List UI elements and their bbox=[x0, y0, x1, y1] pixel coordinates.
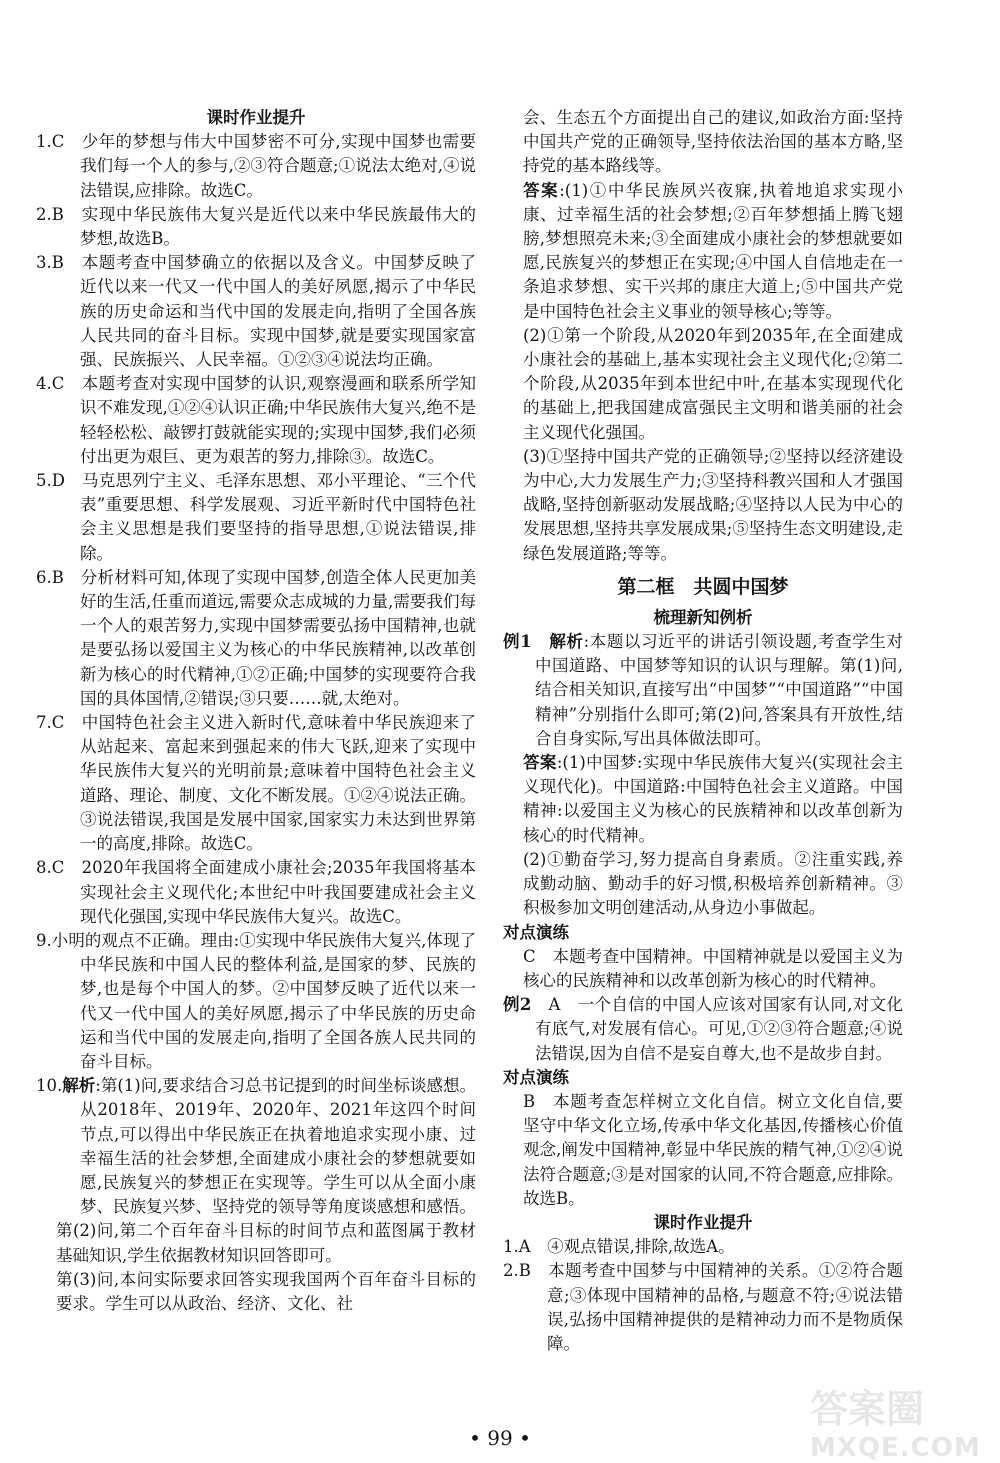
right-column bbox=[503, 106, 903, 1356]
right-answer-item-1: 1.A ④观点错误,排除,故选A。 bbox=[503, 1237, 735, 1257]
left-answer-item-3: 3.B 本题考查中国梦确立的依据以及含义。中国梦反映了近代以来一代又一代中国人的美好夙愿,揭示了中华民族的历史命运和当代中国的发展走向,指明了全国各族人民共同的奋斗目标。实现中国梦,就是要实现国家富强、民族振兴、人民幸福。①②③④说法均正确。 bbox=[36, 253, 476, 370]
answer-paragraph-1 bbox=[503, 179, 903, 324]
left-answer-item-9: 9.小明的观点不正确。理由:①实现中华民族伟大复兴,体现了中华民族和中国人民的整体利益,是国家的梦、民族的梦,也是每个中国人的梦。②中国梦反映了近代以来一代又一代中国人的美好夙愿,揭示了中华民族的历史命运和当代中国的发展走向,指明了全国各族人民共同的奋斗目标。 bbox=[36, 930, 476, 1071]
subheading-review: 梳理新知例析 bbox=[653, 607, 753, 627]
practice-2-label: 对点演练 bbox=[503, 1067, 569, 1087]
item10-label: 解析 bbox=[62, 1076, 96, 1096]
right-item-list bbox=[503, 1235, 903, 1356]
left-answer-item-2: 2.B 实现中华民族伟大复兴是近代以来中华民族最伟大的梦想,故选B。 bbox=[36, 204, 476, 249]
left-item-list bbox=[36, 130, 476, 1074]
answer-label: 答案 bbox=[523, 180, 560, 200]
example-1 bbox=[503, 630, 903, 751]
left-heading: 课时作业提升 bbox=[206, 108, 306, 127]
example-1-answer-p2: (2)①勤奋学习,努力提高自身素质。②注重实践,养成勤动脑、勤动手的好习惯,积极培养创新精神。③积极参加文明创建活动,从身边小事做起。 bbox=[523, 849, 903, 918]
item10-paragraph-2: 第(2)问,第二个百年奋斗目标的时间节点和蓝图属于教材基础知识,学生依据教材知识回答即可。 bbox=[56, 1221, 476, 1265]
practice-1-label: 对点演练 bbox=[503, 922, 569, 942]
answer-paragraph-2: (2)①第一个阶段,从2020年到2035年,在全面建成小康社会的基础上,基本实现社会主义现代化;②第二个阶段,从2035年到本世纪中叶,在基本实现现代化的基础上,把我国建成富强民主文明和谐美丽的社会主义现代化强国。 bbox=[523, 325, 903, 442]
item10-prefix: 10. bbox=[36, 1076, 63, 1096]
left-answer-item-4: 4.C 本题考查对实现中国梦的认识,观察漫画和联系所学知识不难发现,①②④认识正确;中华民族伟大复兴,绝不是轻轻松松、敲锣打鼓就能实现的;实现中国梦,我们必须付出更为艰巨、更为艰苦的努力,排除③。故选C。 bbox=[36, 374, 476, 466]
left-answer-item-5: 5.D 马克思列宁主义、毛泽东思想、邓小平理论、“三个代表”重要思想、科学发展观、习近平新时代中国特色社会主义思想是我们要坚持的指导思想,①说法错误,排除。 bbox=[36, 471, 476, 563]
example-1-label: 解析 bbox=[549, 632, 584, 652]
example-1-answer bbox=[503, 751, 903, 848]
answer-item-10 bbox=[36, 1074, 476, 1219]
example-2-text: A 一个自信的中国人应该对国家有认同,对文化有底气,对发展有信心。可见,①②③符合题意;④说法错误,因为自信不是妄自尊大,也不是故步自封。 bbox=[535, 995, 903, 1063]
left-answer-item-1: 1.C 少年的梦想与伟大中国梦密不可分,实现中国梦也需要我们每一个人的参与,②③符合题意;①说法太绝对,④说法错误,应排除。故选C。 bbox=[36, 132, 476, 200]
example-1-prefix: 例1 bbox=[503, 632, 550, 652]
example-1-answer-p1: :(1)中国梦:实现中华民族伟大复兴(实现社会主义现代化)。中国道路:中国特色社会主义道路。中国精神:以爱国主义为核心的民族精神和以改革创新为核心的时代精神。 bbox=[523, 753, 903, 845]
answer-p1: :(1)①中华民族夙兴夜寐,执着地追求实现小康、过幸福生活的社会梦想;②百年梦想插上腾飞翅膀,梦想照亮未来;③全面建成小康社会的梦想就要如愿,民族复兴的梦想正在实现;④中国人自信地走在一条追求梦想、实干兴邦的康庄大道上;⑤中国共产党是中国特色社会主义事业的领导核心;等等。 bbox=[523, 180, 903, 321]
answer-paragraph-3: (3)①坚持中国共产党的正确领导;②坚持以经济建设为中心,大力发展生产力;③坚持科教兴国和人才强国战略,坚持创新驱动发展战略;④坚持以人民为中心的发展思想,坚持共享发展成果;⑤坚持生态文明建设,走绿色发展道路;等等。 bbox=[523, 446, 903, 563]
example-1-answer-label: 答案 bbox=[523, 753, 557, 773]
item10-paragraph-3: 第(3)问,本问实际要求回答实现我国两个百年奋斗目标的要求。学生可以从政治、经济、文化、社 bbox=[56, 1269, 476, 1313]
practice-2-text: B 本题考查怎样树立文化自信。树立文化自信,要坚守中华文化立场,传承中华文化基因,传播核心价值观念,阐发中国精神,彰显中华民族的精气神,①②④说法符合题意;③是对国家的认同,不符合题意,应排除。故选B。 bbox=[523, 1091, 903, 1208]
example-1-text: :本题以习近平的讲话引领设题,考查学生对中国道路、中国梦等知识的认识与理解。第(1)问,结合相关知识,直接写出“中国梦”“中国道路”“中国精神”分别指什么即可;第(2)问,答案具有开放性,结合自身实际,写出具体做法即可。 bbox=[535, 632, 904, 748]
item10-continuation: 会、生态五个方面提出自己的建议,如政治方面:坚持中国共产党的正确领导,坚持依法治国的基本方略,坚持党的基本路线等。 bbox=[523, 108, 903, 176]
example-2 bbox=[503, 993, 903, 1066]
left-answer-item-8: 8.C 2020年我国将全面建成小康社会;2035年我国将基本实现社会主义现代化;本世纪中叶我国要建成社会主义现代化强国,实现中华民族伟大复兴。故选C。 bbox=[36, 858, 476, 926]
section-title: 第二框 共圆中国梦 bbox=[617, 575, 789, 598]
page-number: • 99 • bbox=[469, 1426, 531, 1450]
left-answer-item-7: 7.C 中国特色社会主义进入新时代,意味着中华民族迎来了从站起来、富起来到强起来的伟大飞跃,迎来了实现中华民族伟大复兴的光明前景;意味着中国特色社会主义道路、理论、制度、文化不断发展。①②④说法正确。③说法错误,我国是发展中国家,国家实力未达到世界第一的高度,排除。故选C。 bbox=[36, 713, 476, 854]
right-answer-item-2: 2.B 本题考查中国梦与中国精神的关系。①②符合题意;③体现中国精神的品格,与题意不符;④说法错误,弘扬中国精神提供的是精神动力而不是物质保障。 bbox=[503, 1261, 903, 1353]
subheading-homework: 课时作业提升 bbox=[653, 1212, 753, 1232]
left-column bbox=[36, 106, 476, 1316]
watermark-logo: 答案圈 MXQE.COM bbox=[810, 1387, 981, 1463]
left-answer-item-6: 6.B 分析材料可知,体现了实现中国梦,创造全体人民更加美好的生活,任重而道远,需要众志成城的力量,需要我们每一个人的艰苦努力,实现中国梦需要弘扬中国精神,也就是要弘扬以爱国主义为核心的中华民族精神,以改革创新为核心的时代精神,①②正确;中国梦的实现要符合我国的具体国情,②错误;③只要……就,太绝对。 bbox=[36, 567, 476, 708]
item10-p1: :第(1)问,要求结合习总书记提到的时间坐标谈感想。从2018年、2019年、2020年、2021年这四个时间节点,可以得出中华民族正在执着地追求实现小康、过幸福生活的社会梦想,全面建成小康社会的梦想就要如愿,民族复兴的梦想正在实现等。学生可以从全面小康梦、民族复兴梦、坚持党的领导等角度谈感想和感悟。 bbox=[80, 1076, 476, 1217]
practice-1-text: C 本题考查中国精神。中国精神就是以爱国主义为核心的民族精神和以改革创新为核心的时代精神。 bbox=[523, 946, 903, 990]
example-2-prefix: 例2 bbox=[503, 995, 549, 1015]
